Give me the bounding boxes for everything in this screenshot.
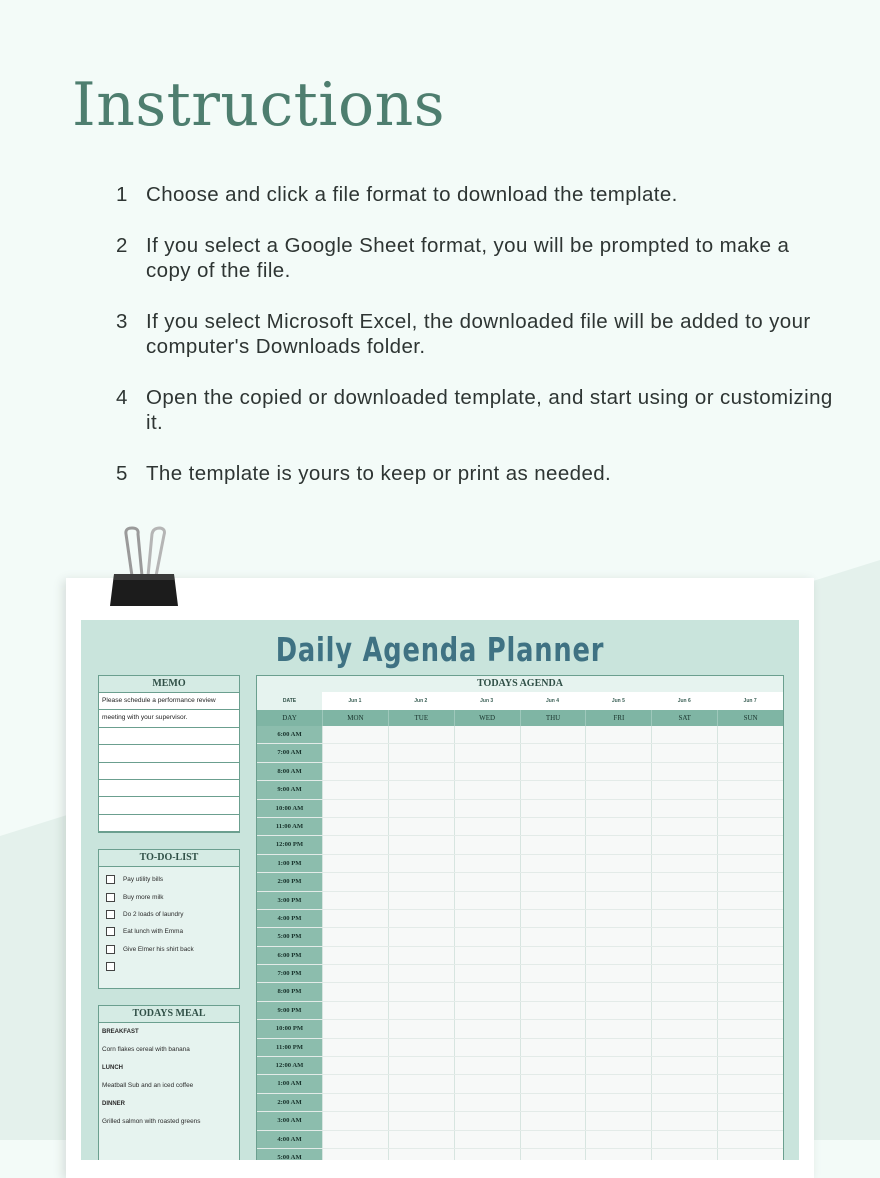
agenda-cell	[454, 763, 520, 780]
step-number: 2	[116, 234, 128, 257]
step-text: The template is yours to keep or print as needed.	[146, 462, 612, 485]
time-row	[257, 781, 783, 799]
time-label: 11:00 AM	[257, 818, 322, 835]
date-row	[257, 692, 783, 710]
agenda-cell	[388, 1002, 454, 1019]
time-row	[257, 1149, 783, 1160]
agenda-cell	[651, 818, 717, 835]
time-label: 3:00 AM	[257, 1112, 322, 1129]
instruction-step	[116, 233, 836, 283]
agenda-cell	[388, 818, 454, 835]
time-label: 2:00 PM	[257, 873, 322, 890]
meal-item: Grilled salmon with roasted greens	[102, 1118, 201, 1125]
agenda-cell	[322, 1112, 388, 1129]
time-label: 5:00 PM	[257, 928, 322, 945]
agenda-cell	[454, 1075, 520, 1092]
agenda-cell	[454, 818, 520, 835]
agenda-heading: TODAYS AGENDA	[257, 676, 783, 692]
agenda-cell	[520, 836, 586, 853]
agenda-cell	[322, 836, 388, 853]
agenda-cell	[454, 855, 520, 872]
agenda-cell	[651, 965, 717, 982]
agenda-cell	[520, 965, 586, 982]
time-row	[257, 928, 783, 946]
todo-item	[99, 958, 239, 975]
day-row	[257, 710, 783, 726]
agenda-cell	[454, 892, 520, 909]
agenda-cell	[454, 800, 520, 817]
agenda-cell	[388, 910, 454, 927]
agenda-cell	[388, 1112, 454, 1129]
agenda-cell	[651, 1075, 717, 1092]
agenda-cell	[520, 1131, 586, 1148]
date-cell: Jun 2	[414, 698, 428, 704]
agenda-cell	[717, 965, 783, 982]
agenda-cell	[454, 910, 520, 927]
time-label: 7:00 AM	[257, 744, 322, 761]
time-row	[257, 726, 783, 744]
agenda-cell	[454, 726, 520, 743]
agenda-cell	[322, 763, 388, 780]
agenda-cell	[388, 763, 454, 780]
todo-item	[99, 888, 239, 905]
step-number: 4	[116, 386, 128, 409]
agenda-cell	[388, 1057, 454, 1074]
memo-heading: MEMO	[99, 676, 239, 693]
time-row	[257, 1039, 783, 1057]
agenda-cell	[520, 892, 586, 909]
agenda-cell	[651, 1020, 717, 1037]
agenda-cell	[322, 1039, 388, 1056]
agenda-cell	[717, 726, 783, 743]
agenda-cell	[322, 1094, 388, 1111]
step-text: If you select a Google Sheet format, you will be prompted to make a copy of the file.	[146, 234, 790, 282]
checkbox-icon	[106, 927, 115, 936]
agenda-cell	[454, 1020, 520, 1037]
agenda-cell	[651, 1149, 717, 1160]
instruction-step	[116, 309, 836, 359]
day-cell: FRI	[585, 710, 651, 726]
agenda-cell	[454, 1057, 520, 1074]
memo-line	[99, 763, 239, 780]
agenda-cell	[520, 928, 586, 945]
agenda-cell	[322, 1075, 388, 1092]
agenda-cell	[717, 947, 783, 964]
day-cell: SAT	[651, 710, 717, 726]
time-label: 4:00 AM	[257, 1131, 322, 1148]
time-row	[257, 1094, 783, 1112]
todo-item-label: Buy more milk	[123, 893, 164, 901]
step-text: Open the copied or downloaded template, and start using or customizing it.	[146, 386, 833, 434]
agenda-cell	[388, 781, 454, 798]
agenda-cell	[717, 800, 783, 817]
agenda-cell	[717, 873, 783, 890]
agenda-cell	[585, 818, 651, 835]
agenda-cell	[322, 1149, 388, 1160]
agenda-cell	[520, 1075, 586, 1092]
time-label: 7:00 PM	[257, 965, 322, 982]
agenda-cell	[717, 763, 783, 780]
checkbox-icon	[106, 962, 115, 971]
time-label: 4:00 PM	[257, 910, 322, 927]
time-row	[257, 763, 783, 781]
agenda-cell	[454, 781, 520, 798]
agenda-cell	[651, 763, 717, 780]
time-row	[257, 983, 783, 1001]
agenda-cell	[585, 1112, 651, 1129]
agenda-cell	[520, 800, 586, 817]
agenda-cell	[454, 928, 520, 945]
agenda-cell	[322, 781, 388, 798]
agenda-cell	[520, 1112, 586, 1129]
agenda-cell	[651, 928, 717, 945]
agenda-cell	[717, 1057, 783, 1074]
time-row	[257, 1020, 783, 1038]
agenda-cell	[717, 855, 783, 872]
time-row	[257, 818, 783, 836]
agenda-cell	[520, 947, 586, 964]
agenda-cell	[322, 818, 388, 835]
agenda-cell	[717, 818, 783, 835]
agenda-cell	[388, 1075, 454, 1092]
agenda-cell	[585, 1002, 651, 1019]
time-label: 6:00 AM	[257, 726, 322, 743]
time-row	[257, 855, 783, 873]
agenda-cell	[454, 965, 520, 982]
agenda-cell	[585, 781, 651, 798]
agenda-cell	[651, 947, 717, 964]
agenda-cell	[717, 910, 783, 927]
page-title: Instructions	[72, 70, 446, 140]
meal-item: Corn flakes cereal with banana	[102, 1046, 190, 1053]
meal-label: DINNER	[102, 1101, 126, 1107]
agenda-cell	[651, 800, 717, 817]
agenda-cell	[717, 1094, 783, 1111]
agenda-cell	[388, 1094, 454, 1111]
agenda-cell	[585, 726, 651, 743]
agenda-cell	[388, 983, 454, 1000]
agenda-cell	[585, 1039, 651, 1056]
agenda-cell	[322, 1020, 388, 1037]
date-cell: Jun 4	[545, 698, 560, 704]
agenda-cell	[585, 947, 651, 964]
agenda-cell	[454, 1112, 520, 1129]
meal-rows	[99, 1023, 239, 1131]
agenda-cell	[585, 1149, 651, 1160]
todo-item	[99, 923, 239, 940]
checkbox-icon	[106, 945, 115, 954]
binder-clip-icon	[108, 526, 180, 610]
time-row	[257, 1057, 783, 1075]
day-cell: THU	[520, 710, 586, 726]
memo-line	[99, 815, 239, 832]
agenda-cell	[322, 965, 388, 982]
meal-panel	[98, 1005, 240, 1160]
instruction-step	[116, 385, 836, 435]
agenda-cell	[388, 1039, 454, 1056]
agenda-cell	[388, 1149, 454, 1160]
todo-heading: TO-DO-LIST	[99, 850, 239, 867]
agenda-cell	[651, 744, 717, 761]
agenda-cell	[520, 1039, 586, 1056]
todo-item	[99, 941, 239, 958]
agenda-cell	[585, 910, 651, 927]
agenda-cell	[651, 910, 717, 927]
agenda-cell	[717, 1149, 783, 1160]
agenda-cell	[520, 1149, 586, 1160]
instruction-step	[116, 461, 836, 486]
agenda-cell	[585, 873, 651, 890]
day-cell: SUN	[717, 710, 783, 726]
agenda-cell	[520, 910, 586, 927]
date-cell: Jun 3	[480, 698, 494, 704]
agenda-cell	[322, 892, 388, 909]
agenda-cell	[388, 928, 454, 945]
time-row	[257, 836, 783, 854]
agenda-cell	[520, 1057, 586, 1074]
meal-label: LUNCH	[102, 1065, 123, 1071]
agenda-cell	[520, 1020, 586, 1037]
date-cell: Jun 6	[677, 698, 691, 704]
agenda-cell	[454, 947, 520, 964]
todo-items	[99, 867, 239, 975]
agenda-cell	[651, 781, 717, 798]
agenda-cell	[651, 1131, 717, 1148]
memo-line: meeting with your supervisor.	[99, 710, 239, 727]
agenda-cell	[651, 873, 717, 890]
agenda-cell	[651, 892, 717, 909]
todo-item	[99, 871, 239, 888]
agenda-cell	[651, 1002, 717, 1019]
agenda-cell	[520, 763, 586, 780]
time-label: 1:00 PM	[257, 855, 322, 872]
agenda-cell	[585, 1131, 651, 1148]
memo-line	[99, 797, 239, 814]
time-label: 2:00 AM	[257, 1094, 322, 1111]
time-label: 9:00 PM	[257, 1002, 322, 1019]
time-row	[257, 947, 783, 965]
agenda-cell	[585, 763, 651, 780]
agenda-cell	[322, 1057, 388, 1074]
agenda-cell	[585, 744, 651, 761]
agenda-cell	[717, 781, 783, 798]
agenda-cell	[585, 855, 651, 872]
agenda-cell	[454, 1039, 520, 1056]
checkbox-icon	[106, 893, 115, 902]
step-text: If you select Microsoft Excel, the downloaded file will be added to your computer's Downloads folder.	[146, 310, 811, 358]
agenda-cell	[585, 1075, 651, 1092]
agenda-cell	[585, 1094, 651, 1111]
day-cell: MON	[322, 710, 388, 726]
agenda-cell	[717, 983, 783, 1000]
time-label: 1:00 AM	[257, 1075, 322, 1092]
time-rows	[257, 726, 783, 1160]
time-label: 5:00 AM	[257, 1149, 322, 1160]
agenda-cell	[388, 873, 454, 890]
agenda-cell	[322, 873, 388, 890]
agenda-cell	[585, 983, 651, 1000]
time-label: 8:00 AM	[257, 763, 322, 780]
agenda-cell	[454, 1131, 520, 1148]
agenda-cell	[388, 947, 454, 964]
time-label: 12:00 PM	[257, 836, 322, 853]
agenda-cell	[520, 873, 586, 890]
step-text: Choose and click a file format to download the template.	[146, 183, 678, 206]
agenda-cell	[388, 1131, 454, 1148]
step-number: 3	[116, 310, 128, 333]
date-cell: Jun 1	[348, 698, 362, 704]
agenda-cell	[388, 965, 454, 982]
todo-item-label: Eat lunch with Emma	[123, 928, 184, 936]
agenda-cell	[520, 1094, 586, 1111]
agenda-cell	[717, 892, 783, 909]
time-row	[257, 1112, 783, 1130]
agenda-cell	[520, 855, 586, 872]
agenda-cell	[322, 855, 388, 872]
time-label: 3:00 PM	[257, 892, 322, 909]
agenda-cell	[585, 1057, 651, 1074]
agenda-cell	[585, 892, 651, 909]
instruction-steps	[116, 182, 836, 512]
agenda-cell	[322, 726, 388, 743]
agenda-cell	[717, 836, 783, 853]
time-label: 8:00 PM	[257, 983, 322, 1000]
agenda-cell	[388, 892, 454, 909]
agenda-cell	[717, 1039, 783, 1056]
agenda-cell	[520, 1002, 586, 1019]
agenda-cell	[651, 1039, 717, 1056]
time-row	[257, 1075, 783, 1093]
time-label: 10:00 PM	[257, 1020, 322, 1037]
planner-title: Daily Agenda Planner	[275, 630, 605, 669]
day-label: DAY	[282, 714, 297, 722]
agenda-cell	[388, 1020, 454, 1037]
agenda-cell	[651, 1057, 717, 1074]
time-row	[257, 873, 783, 891]
meal-heading: TODAYS MEAL	[99, 1006, 239, 1023]
agenda-cell	[322, 947, 388, 964]
agenda-cell	[520, 818, 586, 835]
time-label: 10:00 AM	[257, 800, 322, 817]
agenda-cell	[717, 1002, 783, 1019]
agenda-cell	[717, 1020, 783, 1037]
agenda-cell	[520, 781, 586, 798]
memo-lines	[99, 693, 239, 832]
agenda-cell	[388, 726, 454, 743]
planner-sheet	[81, 620, 799, 1160]
agenda-cell	[717, 1112, 783, 1129]
checkbox-icon	[106, 910, 115, 919]
time-row	[257, 965, 783, 983]
agenda-cell	[717, 928, 783, 945]
time-row	[257, 800, 783, 818]
agenda-cell	[322, 1131, 388, 1148]
agenda-cell	[651, 855, 717, 872]
todo-item-label: Give Elmer his shirt back	[123, 945, 194, 953]
memo-line	[99, 780, 239, 797]
agenda-cell	[454, 1094, 520, 1111]
agenda-cell	[388, 836, 454, 853]
agenda-cell	[322, 910, 388, 927]
time-row	[257, 744, 783, 762]
agenda-cell	[322, 1002, 388, 1019]
meal-item: Meatball Sub and an iced coffee	[102, 1082, 194, 1089]
instruction-step	[116, 182, 836, 207]
memo-line: Please schedule a performance review	[99, 693, 239, 710]
time-label: 11:00 PM	[257, 1039, 322, 1056]
agenda-table	[256, 675, 784, 1160]
day-cell: WED	[454, 710, 520, 726]
agenda-cell	[454, 744, 520, 761]
memo-line	[99, 728, 239, 745]
agenda-cell	[717, 744, 783, 761]
time-label: 6:00 PM	[257, 947, 322, 964]
agenda-cell	[454, 836, 520, 853]
time-row	[257, 892, 783, 910]
day-cell: TUE	[388, 710, 454, 726]
todo-panel	[98, 849, 240, 989]
todo-item-label: Do 2 loads of laundry	[123, 910, 184, 918]
time-row	[257, 910, 783, 928]
agenda-cell	[388, 800, 454, 817]
agenda-cell	[651, 1112, 717, 1129]
agenda-cell	[322, 744, 388, 761]
agenda-cell	[454, 873, 520, 890]
memo-line	[99, 745, 239, 762]
date-cell: Jun 7	[743, 698, 757, 704]
date-label: DATE	[257, 692, 322, 710]
agenda-cell	[717, 1075, 783, 1092]
agenda-cell	[585, 928, 651, 945]
time-label: 9:00 AM	[257, 781, 322, 798]
todo-item	[99, 906, 239, 923]
time-row	[257, 1002, 783, 1020]
meal-label: BREAKFAST	[102, 1029, 139, 1035]
step-number: 1	[116, 183, 128, 206]
agenda-cell	[520, 726, 586, 743]
agenda-cell	[585, 800, 651, 817]
agenda-cell	[651, 983, 717, 1000]
memo-panel	[98, 675, 240, 833]
agenda-cell	[520, 744, 586, 761]
agenda-cell	[322, 983, 388, 1000]
date-cell: Jun 5	[611, 698, 625, 704]
agenda-cell	[585, 1020, 651, 1037]
agenda-cell	[454, 1002, 520, 1019]
agenda-cell	[585, 965, 651, 982]
step-number: 5	[116, 462, 128, 485]
checkbox-icon	[106, 875, 115, 884]
agenda-cell	[585, 836, 651, 853]
agenda-cell	[454, 1149, 520, 1160]
agenda-cell	[651, 836, 717, 853]
agenda-cell	[717, 1131, 783, 1148]
agenda-cell	[520, 983, 586, 1000]
agenda-cell	[322, 928, 388, 945]
agenda-cell	[322, 800, 388, 817]
agenda-cell	[651, 726, 717, 743]
agenda-cell	[388, 744, 454, 761]
agenda-cell	[651, 1094, 717, 1111]
todo-item-label: Pay utility bills	[123, 876, 164, 884]
time-label: 12:00 AM	[257, 1057, 322, 1074]
agenda-cell	[454, 983, 520, 1000]
agenda-cell	[388, 855, 454, 872]
